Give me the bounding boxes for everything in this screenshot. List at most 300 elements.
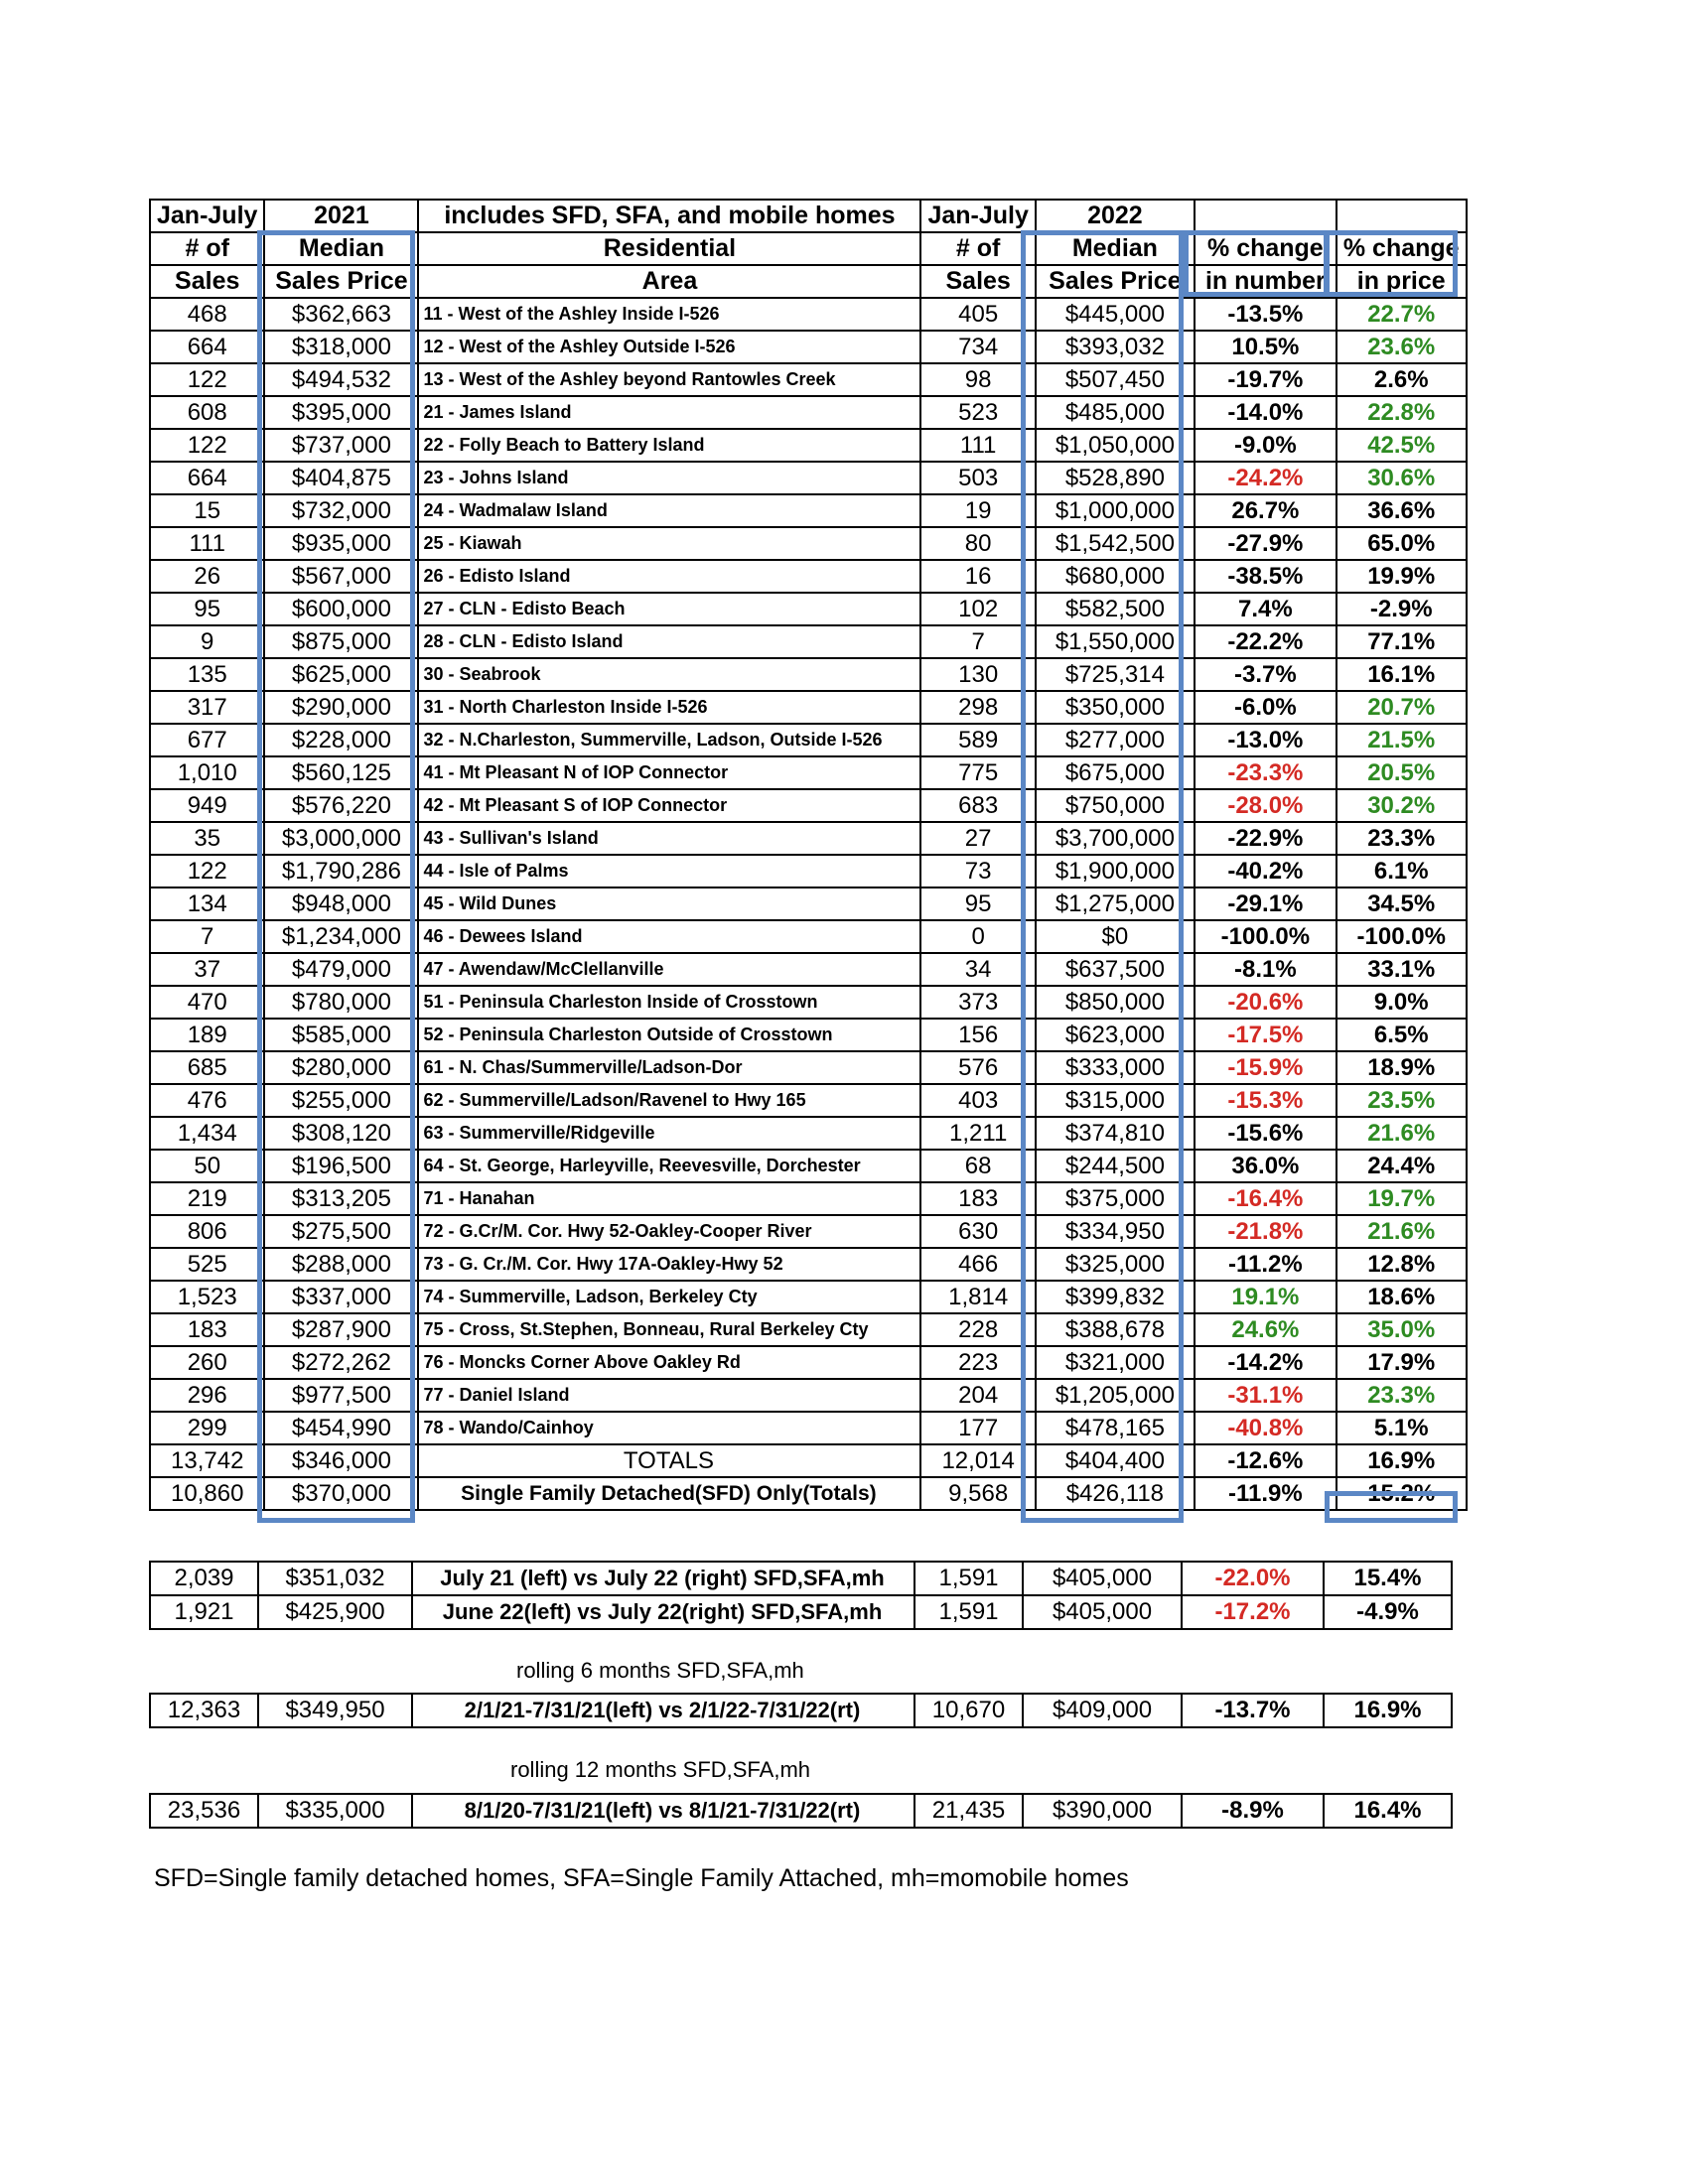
median-price-2021-cell: $196,500 [264,1150,418,1182]
median-price-2021-cell: $625,000 [264,658,418,691]
area-cell: 21 - James Island [418,396,920,429]
area-row [150,298,1467,331]
area-row [150,494,1467,527]
sales-2022-cell: 298 [920,691,1035,724]
pct-change-number-cell: -15.3% [1195,1084,1336,1117]
pct-change-price-cell: 18.9% [1336,1051,1467,1084]
pct-change-price-cell: 15.2% [1336,1477,1467,1510]
pct-change-number-cell: -12.6% [1195,1444,1336,1477]
header-cell [1336,200,1467,232]
pct-change-price-cell: 24.4% [1336,1150,1467,1182]
area-cell: 26 - Edisto Island [418,560,920,593]
median-price-2022-cell: $1,000,000 [1036,494,1195,527]
median-price-2022-cell: $321,000 [1036,1346,1195,1379]
pct-change-price-cell: 18.6% [1336,1281,1467,1313]
pct-change-price-cell: 30.2% [1336,789,1467,822]
pct-change-number-cell: 36.0% [1195,1150,1336,1182]
sales-2021-cell: 122 [150,429,264,462]
area-cell: 44 - Isle of Palms [418,855,920,887]
median-price-2021-cell: $287,900 [264,1313,418,1346]
pct-change-number-cell: 26.7% [1195,494,1336,527]
area-cell: 43 - Sullivan's Island [418,822,920,855]
header-row-3 [150,265,1467,298]
sales-2022-cell: 775 [920,756,1035,789]
area-cell: 28 - CLN - Edisto Island [418,625,920,658]
pct-change-price-cell: 23.6% [1336,331,1467,363]
median-price-2022-cell: $675,000 [1036,756,1195,789]
median-price-2022-cell: $333,000 [1036,1051,1195,1084]
rolling-6-caption: rolling 6 months SFD,SFA,mh [516,1658,804,1683]
area-cell: 78 - Wando/Cainhoy [418,1412,920,1444]
median-price-2021-cell: $737,000 [264,429,418,462]
sales-2022-cell: 80 [920,527,1035,560]
pct-change-number-cell: -13.5% [1195,298,1336,331]
sales-2021-cell: 134 [150,887,264,920]
header-cell: Jan-July [150,200,264,232]
sales-2022-cell: 9,568 [920,1477,1035,1510]
median-price-2022-cell: $478,165 [1036,1412,1195,1444]
pct-change-number-cell: -28.0% [1195,789,1336,822]
median-price-2021-cell: $977,500 [264,1379,418,1412]
area-cell: 51 - Peninsula Charleston Inside of Crosstown [418,986,920,1019]
sales-2022-cell: 589 [920,724,1035,756]
sales-2022-cell: 111 [920,429,1035,462]
area-row [150,789,1467,822]
median-price-2021-cell: $395,000 [264,396,418,429]
area-row [150,724,1467,756]
median-price-2021-cell: $600,000 [264,593,418,625]
area-cell: 52 - Peninsula Charleston Outside of Crosstown [418,1019,920,1051]
area-cell: June 22(left) vs July 22(right) SFD,SFA,mh [412,1595,914,1629]
pct-change-price-cell: 15.4% [1324,1562,1452,1595]
sales-table-body [150,200,1467,1510]
area-row [150,1281,1467,1313]
median-price-2021-cell: $280,000 [264,1051,418,1084]
rolling-6-body [150,1694,1452,1727]
pct-change-price-cell: 6.1% [1336,855,1467,887]
median-price-2021-cell: $1,790,286 [264,855,418,887]
pct-change-number-cell: -17.5% [1195,1019,1336,1051]
median-price-2022-cell: $1,900,000 [1036,855,1195,887]
median-price-2022-cell: $3,700,000 [1036,822,1195,855]
area-row [150,756,1467,789]
area-row [150,1117,1467,1150]
median-price-2021-cell: $454,990 [264,1412,418,1444]
sales-2021-cell: 26 [150,560,264,593]
pct-change-number-cell: -23.3% [1195,756,1336,789]
median-price-2022-cell: $1,275,000 [1036,887,1195,920]
sales-2022-cell: 503 [920,462,1035,494]
area-cell: 72 - G.Cr/M. Cor. Hwy 52-Oakley-Cooper River [418,1215,920,1248]
pct-change-price-cell: 33.1% [1336,953,1467,986]
pct-change-number-cell: -13.7% [1182,1694,1324,1727]
sales-2021-cell: 122 [150,855,264,887]
median-price-2021-cell: $346,000 [264,1444,418,1477]
pct-change-number-cell: -40.8% [1195,1412,1336,1444]
sales-2021-cell: 664 [150,331,264,363]
area-cell: 62 - Summerville/Ladson/Ravenel to Hwy 165 [418,1084,920,1117]
area-row [150,1412,1467,1444]
area-row [150,593,1467,625]
header-cell: Sales [150,265,264,298]
sales-2022-cell: 630 [920,1215,1035,1248]
rolling-6-table [149,1693,1453,1728]
area-cell: 13 - West of the Ashley beyond Rantowles Creek [418,363,920,396]
sales-2021-cell: 122 [150,363,264,396]
area-cell: 30 - Seabrook [418,658,920,691]
area-cell: 25 - Kiawah [418,527,920,560]
median-price-2021-cell: $425,900 [258,1595,412,1629]
pct-change-number-cell: 19.1% [1195,1281,1336,1313]
sales-2021-cell: 1,010 [150,756,264,789]
sales-2021-cell: 189 [150,1019,264,1051]
area-cell: 45 - Wild Dunes [418,887,920,920]
pct-change-number-cell: -9.0% [1195,429,1336,462]
sales-2021-cell: 296 [150,1379,264,1412]
sales-2022-cell: 405 [920,298,1035,331]
rolling-12-caption: rolling 12 months SFD,SFA,mh [510,1757,811,1782]
header-cell: 2022 [1036,200,1195,232]
median-price-2022-cell: $850,000 [1036,986,1195,1019]
median-price-2021-cell: $404,875 [264,462,418,494]
pct-change-number-cell: -11.9% [1195,1477,1336,1510]
pct-change-number-cell: -8.9% [1182,1794,1324,1828]
pct-change-price-cell: 21.6% [1336,1215,1467,1248]
sales-2022-cell: 98 [920,363,1035,396]
sales-2021-cell: 13,742 [150,1444,264,1477]
pct-change-price-cell: 17.9% [1336,1346,1467,1379]
area-cell: 41 - Mt Pleasant N of IOP Connector [418,756,920,789]
area-cell: 64 - St. George, Harleyville, Reevesville, Dorchester [418,1150,920,1182]
median-price-2022-cell: $725,314 [1036,658,1195,691]
area-row [150,1313,1467,1346]
median-price-2021-cell: $288,000 [264,1248,418,1281]
rolling-12-row [150,1794,1452,1828]
median-price-2021-cell: $290,000 [264,691,418,724]
header-cell: % change [1195,232,1336,265]
pct-change-number-cell: -22.0% [1182,1562,1324,1595]
sales-2022-cell: 1,814 [920,1281,1035,1313]
area-row [150,1051,1467,1084]
rolling-12-body [150,1794,1452,1828]
median-price-2022-cell: $507,450 [1036,363,1195,396]
header-cell: Sales [920,265,1035,298]
sales-2021-cell: 183 [150,1313,264,1346]
median-price-2022-cell: $582,500 [1036,593,1195,625]
sales-2021-cell: 677 [150,724,264,756]
pct-change-number-cell: -11.2% [1195,1248,1336,1281]
pct-change-number-cell: -27.9% [1195,527,1336,560]
pct-change-price-cell: 77.1% [1336,625,1467,658]
median-price-2021-cell: $362,663 [264,298,418,331]
area-row [150,1084,1467,1117]
pct-change-number-cell: 10.5% [1195,331,1336,363]
sales-2022-cell: 403 [920,1084,1035,1117]
area-row [150,625,1467,658]
sales-2022-cell: 204 [920,1379,1035,1412]
median-price-2021-cell: $255,000 [264,1084,418,1117]
median-price-2022-cell: $325,000 [1036,1248,1195,1281]
sales-2022-cell: 130 [920,658,1035,691]
area-cell: 2/1/21-7/31/21(left) vs 2/1/22-7/31/22(rt) [412,1694,914,1727]
sales-2022-cell: 95 [920,887,1035,920]
sales-2022-cell: 177 [920,1412,1035,1444]
pct-change-price-cell: 22.7% [1336,298,1467,331]
pct-change-price-cell: 19.7% [1336,1182,1467,1215]
sales-2022-cell: 19 [920,494,1035,527]
pct-change-number-cell: -15.9% [1195,1051,1336,1084]
sales-2022-cell: 102 [920,593,1035,625]
pct-change-number-cell: -22.2% [1195,625,1336,658]
median-price-2022-cell: $0 [1036,920,1195,953]
sales-2022-cell: 27 [920,822,1035,855]
median-price-2022-cell: $388,678 [1036,1313,1195,1346]
area-cell: 75 - Cross, St.Stephen, Bonneau, Rural Berkeley Cty [418,1313,920,1346]
area-row [150,560,1467,593]
area-cell: 47 - Awendaw/McClellanville [418,953,920,986]
median-price-2021-cell: $318,000 [264,331,418,363]
pct-change-number-cell: -21.8% [1195,1215,1336,1248]
header-cell: in number [1195,265,1336,298]
area-cell: 63 - Summerville/Ridgeville [418,1117,920,1150]
header-cell: # of [150,232,264,265]
pct-change-price-cell: 16.9% [1324,1694,1452,1727]
median-price-2021-cell: $351,032 [258,1562,412,1595]
comparison-row [150,1595,1452,1629]
area-row [150,363,1467,396]
area-row [150,1215,1467,1248]
median-price-2022-cell: $350,000 [1036,691,1195,724]
sales-2022-cell: 734 [920,331,1035,363]
sales-2022-cell: 68 [920,1150,1035,1182]
median-price-2022-cell: $404,400 [1036,1444,1195,1477]
area-row [150,396,1467,429]
median-price-2022-cell: $393,032 [1036,331,1195,363]
header-cell: Median [1036,232,1195,265]
median-price-2021-cell: $228,000 [264,724,418,756]
area-row [150,1346,1467,1379]
header-row-2 [150,232,1467,265]
sales-2021-cell: 2,039 [150,1562,258,1595]
header-cell: Median [264,232,418,265]
header-cell [1195,200,1336,232]
pct-change-price-cell: -4.9% [1324,1595,1452,1629]
pct-change-number-cell: -16.4% [1195,1182,1336,1215]
median-price-2022-cell: $528,890 [1036,462,1195,494]
pct-change-price-cell: 5.1% [1336,1412,1467,1444]
header-row-1 [150,200,1467,232]
sales-2021-cell: 468 [150,298,264,331]
pct-change-number-cell: 7.4% [1195,593,1336,625]
area-cell: TOTALS [418,1444,920,1477]
sales-2021-cell: 806 [150,1215,264,1248]
header-cell: includes SFD, SFA, and mobile homes [418,200,920,232]
median-price-2021-cell: $585,000 [264,1019,418,1051]
pct-change-number-cell: -24.2% [1195,462,1336,494]
median-price-2021-cell: $370,000 [264,1477,418,1510]
median-price-2022-cell: $405,000 [1023,1562,1182,1595]
area-cell: 27 - CLN - Edisto Beach [418,593,920,625]
area-cell: 74 - Summerville, Ladson, Berkeley Cty [418,1281,920,1313]
area-cell: 46 - Dewees Island [418,920,920,953]
pct-change-number-cell: -3.7% [1195,658,1336,691]
comparison-row [150,1562,1452,1595]
monthly-comparison-body [150,1562,1452,1629]
pct-change-number-cell: -17.2% [1182,1595,1324,1629]
sales-2022-cell: 156 [920,1019,1035,1051]
median-price-2021-cell: $732,000 [264,494,418,527]
pct-change-number-cell: -31.1% [1195,1379,1336,1412]
median-price-2022-cell: $1,550,000 [1036,625,1195,658]
totals-row [150,1477,1467,1510]
pct-change-price-cell: 23.3% [1336,1379,1467,1412]
pct-change-price-cell: 2.6% [1336,363,1467,396]
median-price-2022-cell: $315,000 [1036,1084,1195,1117]
pct-change-number-cell: -40.2% [1195,855,1336,887]
sales-2021-cell: 135 [150,658,264,691]
median-price-2021-cell: $272,262 [264,1346,418,1379]
pct-change-price-cell: 19.9% [1336,560,1467,593]
area-cell: 73 - G. Cr./M. Cor. Hwy 17A-Oakley-Hwy 52 [418,1248,920,1281]
area-row [150,527,1467,560]
area-cell: 71 - Hanahan [418,1182,920,1215]
pct-change-price-cell: 23.3% [1336,822,1467,855]
pct-change-price-cell: 21.6% [1336,1117,1467,1150]
sales-2022-cell: 0 [920,920,1035,953]
sales-2021-cell: 1,921 [150,1595,258,1629]
median-price-2022-cell: $623,000 [1036,1019,1195,1051]
sales-2021-cell: 949 [150,789,264,822]
pct-change-number-cell: -100.0% [1195,920,1336,953]
pct-change-price-cell: 23.5% [1336,1084,1467,1117]
sales-2022-cell: 10,670 [914,1694,1023,1727]
monthly-comparison-table [149,1561,1453,1630]
median-price-2022-cell: $445,000 [1036,298,1195,331]
area-cell: 76 - Moncks Corner Above Oakley Rd [418,1346,920,1379]
area-row [150,462,1467,494]
median-price-2022-cell: $405,000 [1023,1595,1182,1629]
pct-change-price-cell: 12.8% [1336,1248,1467,1281]
area-row [150,1248,1467,1281]
pct-change-number-cell: -20.6% [1195,986,1336,1019]
pct-change-price-cell: 42.5% [1336,429,1467,462]
sales-2021-cell: 470 [150,986,264,1019]
sales-2021-cell: 23,536 [150,1794,258,1828]
area-row [150,429,1467,462]
sales-2022-cell: 1,591 [914,1595,1023,1629]
median-price-2022-cell: $244,500 [1036,1150,1195,1182]
rolling-12-table [149,1793,1453,1829]
sales-2022-cell: 683 [920,789,1035,822]
area-row [150,658,1467,691]
area-cell: 77 - Daniel Island [418,1379,920,1412]
sales-2022-cell: 523 [920,396,1035,429]
pct-change-number-cell: -29.1% [1195,887,1336,920]
sales-2021-cell: 299 [150,1412,264,1444]
pct-change-price-cell: 34.5% [1336,887,1467,920]
pct-change-number-cell: -22.9% [1195,822,1336,855]
median-price-2021-cell: $479,000 [264,953,418,986]
pct-change-price-cell: 20.5% [1336,756,1467,789]
sales-2022-cell: 34 [920,953,1035,986]
median-price-2022-cell: $374,810 [1036,1117,1195,1150]
area-cell: 8/1/20-7/31/21(left) vs 8/1/21-7/31/22(rt) [412,1794,914,1828]
sales-2021-cell: 525 [150,1248,264,1281]
pct-change-price-cell: -100.0% [1336,920,1467,953]
header-cell: 2021 [264,200,418,232]
sales-2021-cell: 50 [150,1150,264,1182]
sales-2021-cell: 219 [150,1182,264,1215]
header-cell: # of [920,232,1035,265]
header-cell: Area [418,265,920,298]
area-cell: 42 - Mt Pleasant S of IOP Connector [418,789,920,822]
median-price-2021-cell: $560,125 [264,756,418,789]
rolling-6-row [150,1694,1452,1727]
median-price-2021-cell: $780,000 [264,986,418,1019]
median-price-2022-cell: $637,500 [1036,953,1195,986]
sales-2022-cell: 576 [920,1051,1035,1084]
header-cell: Jan-July [920,200,1035,232]
median-price-2022-cell: $409,000 [1023,1694,1182,1727]
sales-2021-cell: 664 [150,462,264,494]
median-price-2022-cell: $334,950 [1036,1215,1195,1248]
median-price-2022-cell: $750,000 [1036,789,1195,822]
sales-2022-cell: 21,435 [914,1794,1023,1828]
area-row [150,1019,1467,1051]
pct-change-number-cell: -14.0% [1195,396,1336,429]
pct-change-number-cell: -8.1% [1195,953,1336,986]
pct-change-number-cell: -19.7% [1195,363,1336,396]
sales-2021-cell: 9 [150,625,264,658]
sales-2022-cell: 228 [920,1313,1035,1346]
sales-table [149,199,1468,1511]
area-cell: 61 - N. Chas/Summerville/Ladson-Dor [418,1051,920,1084]
pct-change-price-cell: 9.0% [1336,986,1467,1019]
area-row [150,1150,1467,1182]
median-price-2021-cell: $875,000 [264,625,418,658]
area-cell: Single Family Detached(SFD) Only(Totals) [418,1477,920,1510]
area-row [150,691,1467,724]
pct-change-price-cell: 16.1% [1336,658,1467,691]
pct-change-price-cell: 20.7% [1336,691,1467,724]
sales-2021-cell: 15 [150,494,264,527]
pct-change-price-cell: 16.4% [1324,1794,1452,1828]
area-cell: 31 - North Charleston Inside I-526 [418,691,920,724]
median-price-2022-cell: $1,542,500 [1036,527,1195,560]
median-price-2021-cell: $948,000 [264,887,418,920]
area-row [150,887,1467,920]
header-cell: Sales Price [264,265,418,298]
median-price-2021-cell: $1,234,000 [264,920,418,953]
median-price-2021-cell: $337,000 [264,1281,418,1313]
area-row [150,855,1467,887]
median-price-2021-cell: $313,205 [264,1182,418,1215]
footnote: SFD=Single family detached homes, SFA=Single Family Attached, mh=momobile homes [154,1864,1129,1892]
area-row [150,920,1467,953]
pct-change-number-cell: -15.6% [1195,1117,1336,1150]
sales-2021-cell: 95 [150,593,264,625]
area-row [150,986,1467,1019]
sales-2022-cell: 16 [920,560,1035,593]
median-price-2022-cell: $390,000 [1023,1794,1182,1828]
pct-change-number-cell: 24.6% [1195,1313,1336,1346]
median-price-2022-cell: $1,205,000 [1036,1379,1195,1412]
area-cell: 32 - N.Charleston, Summerville, Ladson, Outside I-526 [418,724,920,756]
pct-change-price-cell: -2.9% [1336,593,1467,625]
median-price-2021-cell: $576,220 [264,789,418,822]
area-row [150,331,1467,363]
sales-2022-cell: 1,591 [914,1562,1023,1595]
